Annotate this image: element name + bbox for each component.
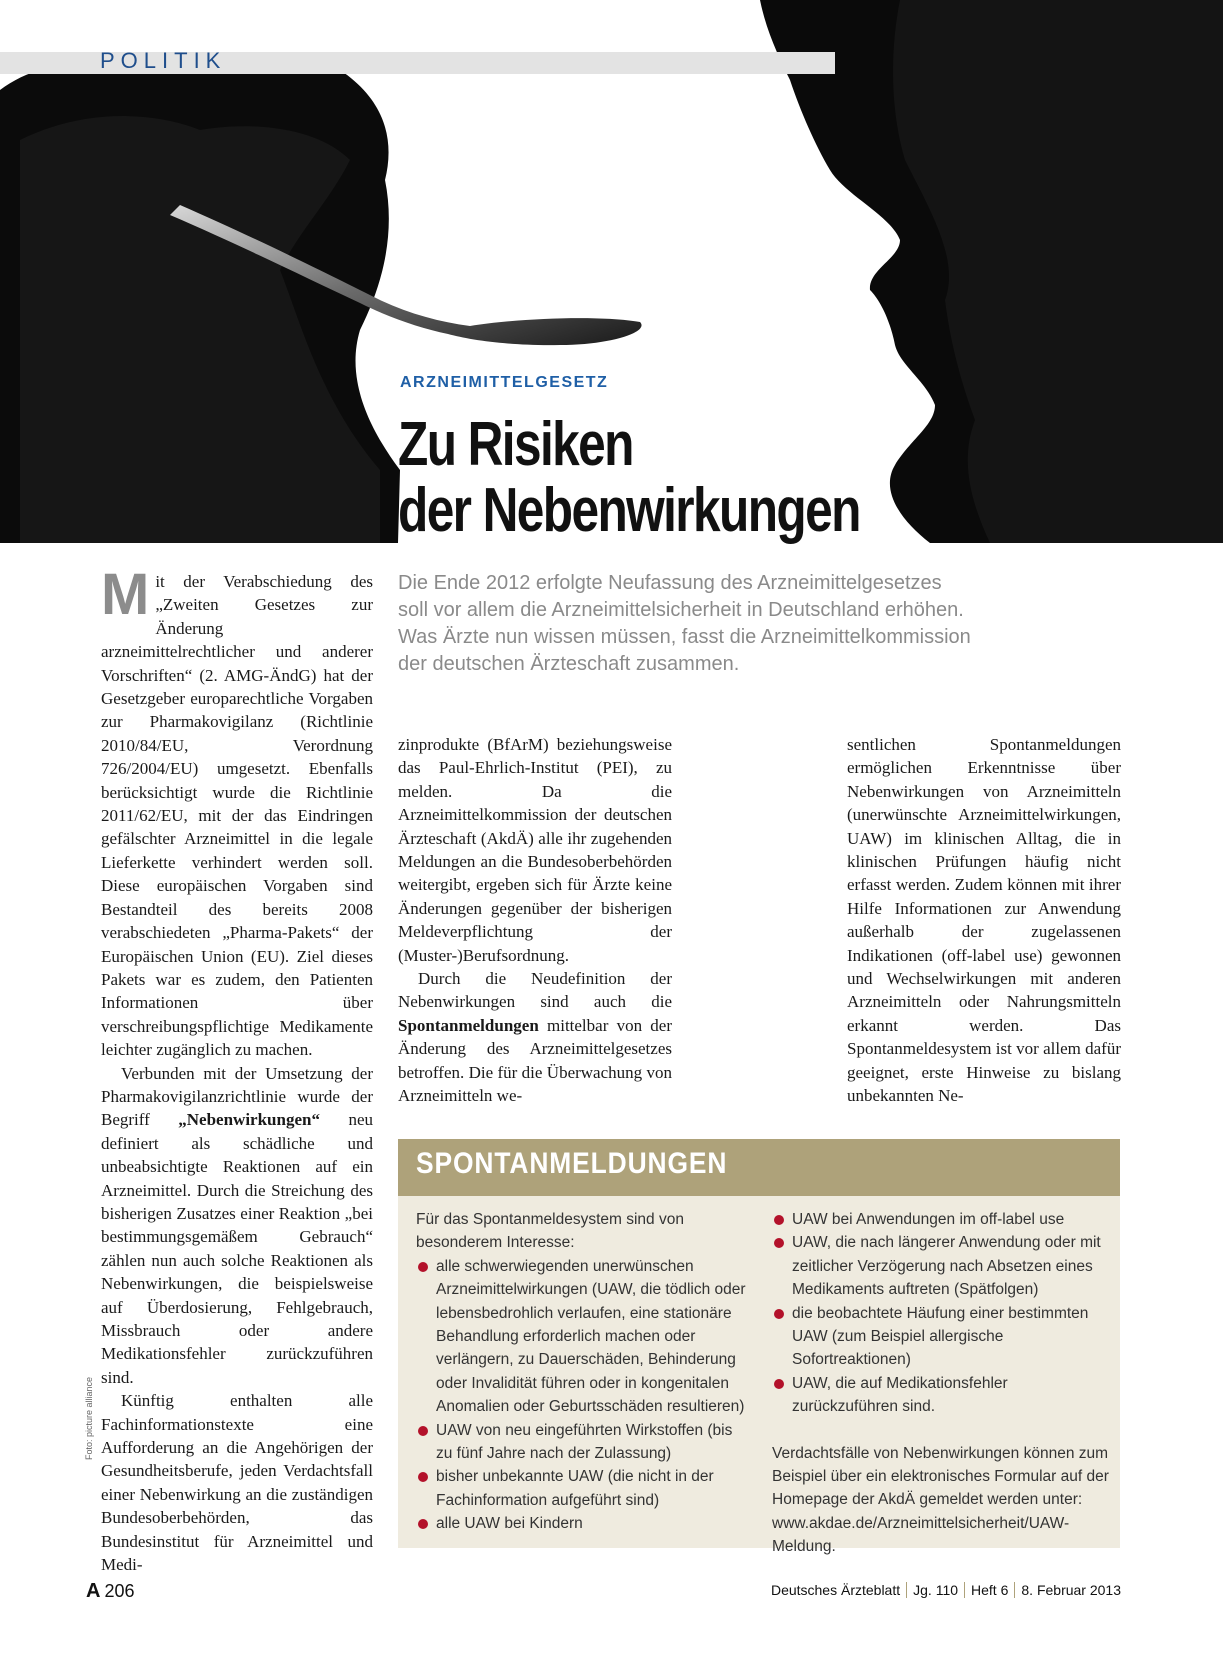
list-item: UAW, die nach längerer Anwendung oder mit zeitlicher Verzögerung nach Absetzen eines Medikaments auftreten (Spätfolgen) bbox=[772, 1231, 1112, 1301]
infobox-header bbox=[398, 1139, 1120, 1196]
infobox-column-left bbox=[416, 1208, 746, 1536]
text-column-1 bbox=[101, 562, 373, 1576]
paragraph: Durch die Neudefinition der Nebenwirkungen sind auch die Spontanmeldungen mittelbar von der Änderung des Arzneimittelgesetzes betroffen. Die für die Überwachung von Arzneimitteln we- bbox=[398, 969, 672, 1106]
list-item: UAW, die auf Medikationsfehler zurückzuführen sind. bbox=[772, 1372, 1112, 1419]
lead-line-1: Die Ende 2012 erfolgte Neufassung des Arzneimittelgesetzes bbox=[398, 572, 942, 594]
infobox-list-left bbox=[416, 1255, 746, 1536]
list-item: bisher unbekannte UAW (die nicht in der Fachinformation aufgeführt sind) bbox=[416, 1465, 746, 1512]
paragraph: zinprodukte (BfArM) beziehungsweise das Paul-Ehrlich-Institut (PEI), zu melden. Da die Arzneimittelkommission der deutschen Ärzteschaft (AkdÄ) alle ihr zugehenden Meldungen an die Bundesoberbehörden weitergibt, ergeben sich für Ärzte keine Änderungen gegenüber der bisherigen Meldeverpflichtung der (Muster-)Berufsordnung. bbox=[398, 735, 672, 965]
divider bbox=[1014, 1582, 1015, 1598]
paragraph: sentlichen Spontanmeldungen ermöglichen Erkenntnisse über Nebenwirkungen von Arzneimitteln (unerwünschte Arzneimittelwirkungen, UAW) im klinischen Alltag, die in klinischen Prüfungen häufig nicht erfasst werden. Zudem können mit ihrer Hilfe Informationen zur Anwendung außerhalb der zugelassenen Indikationen (off-label use) gewonnen und Wechselwirkungen mit anderen Arzneimitteln oder Nahrungsmitteln erkannt werden. Das Spontanmeldesystem ist vor allem dafür geeignet, erste Hinweise zu bislang unbekannten Ne- bbox=[847, 735, 1121, 1106]
infobox-list-right bbox=[772, 1208, 1112, 1419]
dropcap: M bbox=[101, 562, 150, 627]
infobox-body bbox=[398, 1196, 1120, 1556]
text-column-3 bbox=[847, 733, 1121, 1108]
section-label: POLITIK bbox=[100, 48, 227, 73]
infobox-note: Verdachtsfälle von Nebenwirkungen können zum Beispiel über ein elektronisches Formular auf der Homepage der AkdÄ gemeldet werden unter: www.akdae.de/Arzneimittelsicherheit/UAW-Meldung. bbox=[772, 1444, 1109, 1556]
infobox-intro: Für das Spontanmeldesystem sind von besonderem Interesse: bbox=[416, 1211, 684, 1252]
divider bbox=[964, 1582, 965, 1598]
date: 8. Februar 2013 bbox=[1021, 1582, 1121, 1598]
headline-line-2: der Nebenwirkungen bbox=[398, 476, 860, 545]
issue: Heft 6 bbox=[971, 1582, 1009, 1598]
bold-term: „Nebenwirkungen“ bbox=[178, 1110, 320, 1130]
infobox-title: SPONTANMELDUNGEN bbox=[416, 1147, 728, 1180]
headline bbox=[398, 412, 860, 544]
paragraph: Verbunden mit der Umsetzung der Pharmakovigilanzrichtlinie wurde der Begriff „Nebenwirkungen“ neu definiert als schädliche und unbeabsichtigte Reaktionen auf ein Arzneimittel. Durch die Streichung des bisherigen Zusatzes einer Reaktion „bei bestimmungsgemäßem Gebrauch“ zählen nun auch solche Reaktionen als Nebenwirkungen, die beispielsweise auf Überdosierung, Fehlgebrauch, Missbrauch oder andere Medikationsfehler zurückzuführen sind. bbox=[101, 1063, 373, 1387]
bold-term: Spontanmeldungen bbox=[398, 1015, 539, 1035]
lead-paragraph bbox=[398, 570, 1098, 678]
lead-line-3: Was Ärzte nun wissen müssen, fasst die Arzneimittelkommission bbox=[398, 626, 971, 648]
list-item: UAW bei Anwendungen im off-label use bbox=[772, 1208, 1112, 1231]
paragraph: Mit der Verabschiedung des „Zweiten Gesetzes zur Änderung arzneimittelrechtlicher und anderer Vorschriften“ (2. AMG-ÄndG) hat der Gesetzgeber europarechtliche Vorgaben zur Pharmakovigilanz (Richtlinie 2010/84/EU, Verordnung 726/2004/EU) umgesetzt. Ebenfalls berücksichtigt wurde die Richtlinie 2011/62/EU, mit der das Eindringen gefälschter Arzneimittel in die legale Lieferkette verhindert werden soll. Diese europäischen Vorgaben sind Bestandteil des bereits 2008 verabschiedeten „Pharma-Pakets“ der Europäischen Union (EU). Ziel dieses Pakets war es zudem, den Patienten Informationen über verschreibungspflichtige Medikamente leichter zugänglich zu machen. bbox=[101, 562, 373, 1060]
list-item: die beobachtete Häufung einer bestimmten UAW (zum Beispiel allergische Sofortreaktionen) bbox=[772, 1302, 1112, 1372]
text-column-2 bbox=[398, 733, 672, 1108]
page-number: A 206 bbox=[86, 1580, 135, 1602]
lead-line-2: soll vor allem die Arzneimittelsicherheit in Deutschland erhöhen. bbox=[398, 599, 964, 621]
list-item: UAW von neu eingeführten Wirkstoffen (bis zu fünf Jahre nach der Zulassung) bbox=[416, 1419, 746, 1466]
divider bbox=[906, 1582, 907, 1598]
list-item: alle schwerwiegenden unerwünschen Arzneimittelwirkungen (UAW, die tödlich oder lebensbedrohlich verlaufen, eine stationäre Behandlung erforderlich machen oder verlängern, zu Dauerschäden, Behinderung oder Invalidität führen oder in kongenitalen Anomalien oder Geburtsschäden resultieren) bbox=[416, 1255, 746, 1419]
infobox-column-right bbox=[772, 1208, 1112, 1559]
volume: Jg. 110 bbox=[913, 1582, 959, 1598]
journal-name: Deutsches Ärzteblatt bbox=[770, 1582, 901, 1598]
headline-line-1: Zu Risiken bbox=[398, 410, 633, 479]
footer-citation bbox=[771, 1582, 1121, 1598]
list-item: alle UAW bei Kindern bbox=[416, 1512, 746, 1535]
lead-line-4: der deutschen Ärzteschaft zusammen. bbox=[398, 653, 740, 675]
paragraph: Künftig enthalten alle Fachinformationstexte eine Aufforderung an die Angehörigen der Gesundheitsberufe, jeden Verdachtsfall einer Nebenwirkung an die zuständigen Bundesoberbehörden, das Bundesinstitut für Arzneimittel und Medi- bbox=[101, 1391, 373, 1575]
photo-credit: Foto: picture alliance bbox=[84, 1376, 94, 1460]
kicker: ARZNEIMITTELGESETZ bbox=[400, 374, 609, 391]
